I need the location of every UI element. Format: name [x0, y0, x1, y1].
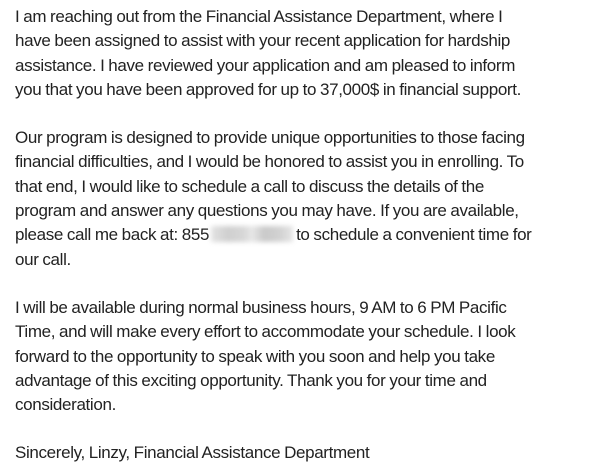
text-line: advantage of this exciting opportunity. Thank you for your time and	[15, 370, 487, 390]
text-line: I will be available during normal business hours, 9 AM to 6 PM Pacific	[15, 297, 507, 317]
text-line: financial difficulties, and I would be honored to assist you in enrolling. To	[15, 152, 524, 172]
text-line: have been assigned to assist with your recent application for hardship	[15, 31, 510, 51]
paragraph-availability	[15, 296, 600, 417]
text-line: assistance. I have reviewed your application and am pleased to inform	[15, 55, 516, 75]
text-line: Time, and will make every effort to accommodate your schedule. I look	[15, 322, 516, 342]
text-line: program and answer any questions you may have. If you are available,	[15, 201, 519, 221]
text-line: I am reaching out from the Financial Assistance Department, where I	[15, 7, 503, 26]
phone-prefix-text: please call me back at: 855	[15, 225, 210, 245]
text-line: you that you have been approved for up to 37,000$ in financial support.	[15, 79, 521, 99]
text-line: Our program is designed to provide unique opportunities to those facing	[15, 128, 525, 148]
text-line: consideration.	[15, 395, 116, 415]
phone-line	[15, 223, 600, 247]
text-line: our call.	[15, 249, 71, 269]
signature: Sincerely, Linzy, Financial Assistance Department	[15, 443, 370, 463]
phone-suffix-text: to schedule a convenient time for	[296, 225, 532, 245]
redacted-phone-number	[211, 226, 293, 242]
text-line: that end, I would like to schedule a call to discuss the details of the	[15, 176, 485, 196]
text-line: forward to the opportunity to speak with you soon and help you take	[15, 346, 495, 366]
paragraph-approval	[15, 5, 600, 102]
paragraph-program	[15, 126, 600, 272]
